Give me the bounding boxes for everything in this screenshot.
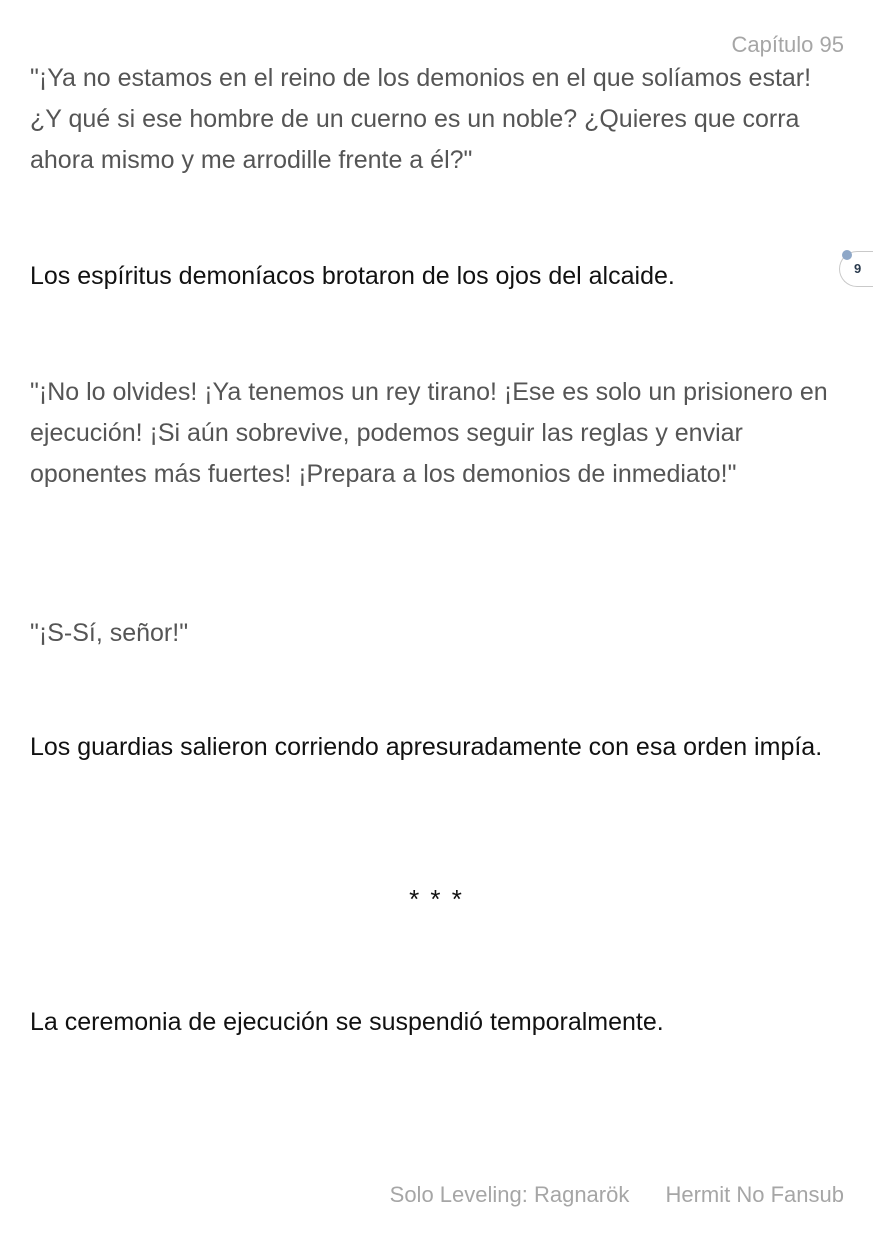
chapter-label: Capítulo 95: [731, 32, 844, 57]
footer-translator: Hermit No Fansub: [665, 1182, 844, 1207]
paragraph: Los guardias salieron corriendo apresuradamente con esa orden impía.: [30, 733, 823, 761]
page-badge[interactable]: [839, 251, 873, 287]
page-badge-number: 9: [854, 261, 862, 276]
page-badge-dot-icon: [842, 250, 852, 260]
footer: [390, 1182, 844, 1208]
footer-book-title: Solo Leveling: Ragnarök: [389, 1182, 630, 1207]
paragraph: "¡No lo olvides! ¡Ya tenemos un rey tirano! ¡Ese es solo un prisionero en ejecución! ¡Si aún sobrevive, podemos seguir las reglas y enviar oponentes más fuertes! ¡Prepara a los demonios de inmediato!": [30, 378, 828, 488]
paragraph: "¡S-Sí, señor!": [30, 619, 189, 647]
paragraph: Los espíritus demoníacos brotaron de los ojos del alcaide.: [30, 262, 675, 290]
paragraph: La ceremonia de ejecución se suspendió temporalmente.: [30, 1008, 664, 1036]
scene-break: * * *: [409, 884, 464, 914]
paragraph: "¡Ya no estamos en el reino de los demonios en el que solíamos estar! ¿Y qué si ese hombre de un cuerno es un noble? ¿Quieres que corra ahora mismo y me arrodille frente a él?": [30, 64, 812, 174]
